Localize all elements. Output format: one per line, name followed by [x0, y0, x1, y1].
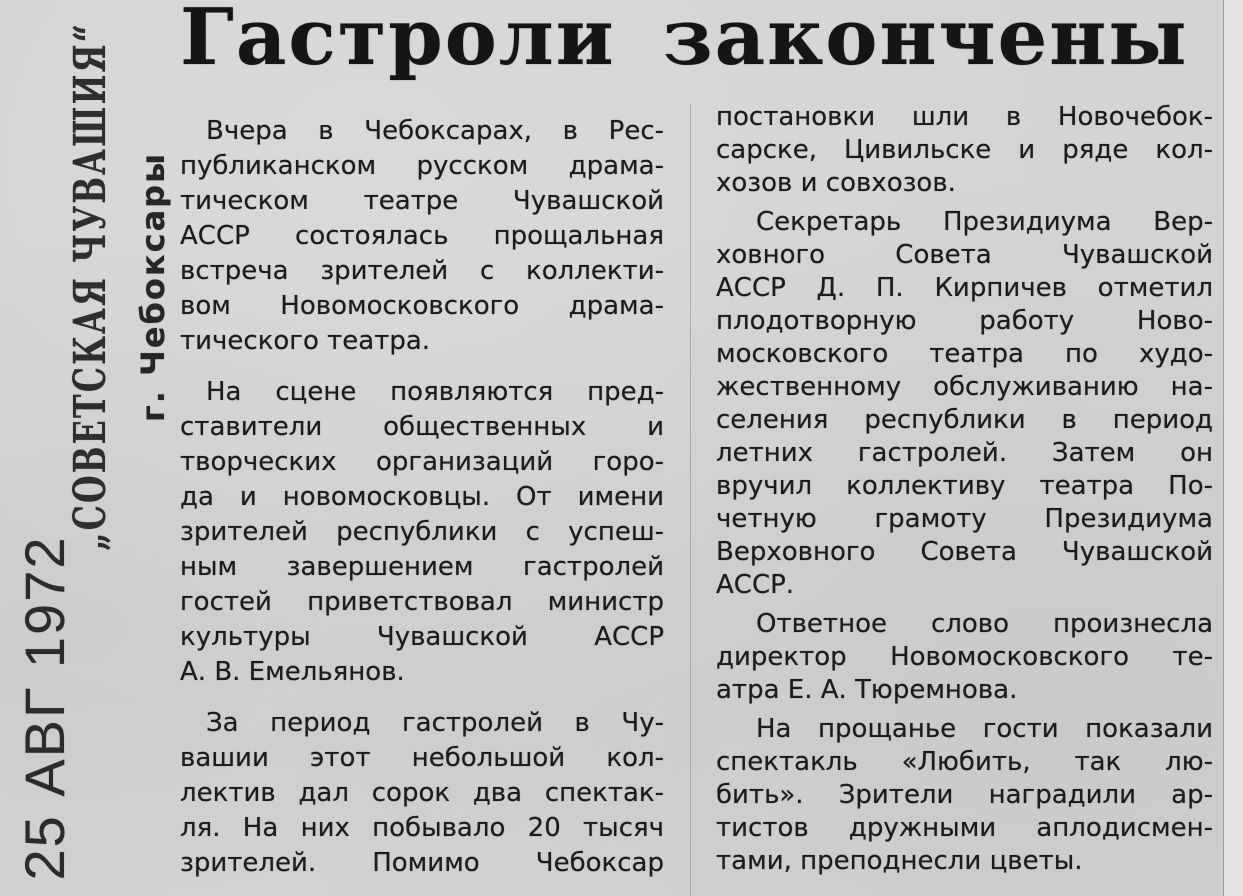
text-line: гостей приветствовал министр	[180, 587, 664, 617]
newspaper-name: „СОВЕТСКАЯ ЧУВАШИЯ“	[65, 21, 116, 551]
text-line: тического театра.	[180, 326, 431, 356]
text-line: Секретарь Президиума Вер-	[756, 207, 1213, 237]
text-line: публиканском русском драма-	[180, 151, 664, 181]
text-line: тами, преподнесли цветы.	[716, 846, 1083, 876]
text-line: На прощанье гости показали	[756, 714, 1213, 744]
article-column-right	[716, 101, 1213, 878]
text-line: ставители общественных и	[180, 412, 664, 442]
paragraph	[716, 713, 1213, 878]
paragraph	[180, 114, 664, 359]
text-line: АССР Д. П. Кирпичев отметил	[716, 273, 1213, 303]
paragraph	[716, 608, 1213, 707]
city-label: г. Чебоксары	[134, 151, 172, 423]
text-line: тистов дружными аплодисмен-	[716, 813, 1213, 843]
column-divider	[690, 104, 691, 896]
text-line: Вчера в Чебоксарах, в Рес-	[206, 116, 664, 146]
text-line: Верховного Совета Чувашской	[716, 537, 1213, 567]
clipping-edge	[1223, 0, 1243, 896]
paragraph	[716, 206, 1213, 602]
paragraph	[180, 375, 664, 690]
text-line: зрителей республики с успеш-	[180, 517, 664, 547]
text-line: хозов и совхозов.	[716, 168, 956, 198]
text-line: атра Е. А. Тюремнова.	[716, 675, 1018, 705]
text-line: АССР.	[716, 570, 795, 600]
paragraph	[180, 706, 664, 881]
text-line: А. В. Емельянов.	[180, 657, 405, 687]
text-line: вручил коллективу театра По-	[716, 471, 1213, 501]
text-line: творческих организаций горо-	[180, 447, 664, 477]
text-line: вашии этот небольшой кол-	[180, 743, 664, 773]
text-line: спектакль «Любить, так лю-	[716, 747, 1213, 777]
text-line: лектив дал сорок два спектак-	[180, 778, 664, 808]
date-stamp: 25 АВГ 1972	[13, 535, 76, 881]
text-line: да и новомосковцы. От имени	[180, 482, 664, 512]
text-line: сарске, Цивильске и ряде кол-	[716, 135, 1213, 165]
text-line: Ответное слово произнесла	[756, 609, 1213, 639]
text-line: тическом театре Чувашской	[180, 186, 664, 216]
paragraph	[716, 101, 1213, 200]
text-line: жественному обслуживанию на-	[716, 372, 1213, 402]
text-line: вом Новомосковского драма-	[180, 291, 664, 321]
text-line: культуры Чувашской АССР	[180, 622, 664, 652]
text-line: постановки шли в Новочебок-	[716, 102, 1213, 132]
text-line: За период гастролей в Чу-	[206, 708, 664, 738]
text-line: московского театра по худо-	[716, 339, 1213, 369]
text-line: На сцене появляются пред-	[206, 377, 664, 407]
text-line: ховного Совета Чувашской	[716, 240, 1213, 270]
text-line: бить». Зрители наградили ар-	[716, 780, 1213, 810]
text-line: селения республики в период	[716, 405, 1213, 435]
text-line: ным завершением гастролей	[180, 552, 664, 582]
text-line: плодотворную работу Ново-	[716, 306, 1213, 336]
text-line: встреча зрителей с коллекти-	[180, 256, 664, 286]
article-title: Гастроли закончены	[180, 0, 1189, 83]
text-line: летних гастролей. Затем он	[716, 438, 1213, 468]
text-line: зрителей. Помимо Чебоксар	[180, 848, 664, 878]
text-line: ля. На них побывало 20 тысяч	[180, 813, 664, 843]
text-line: директор Новомосковского те-	[716, 642, 1213, 672]
text-line: четную грамоту Президиума	[716, 504, 1213, 534]
text-line: АССР состоялась прощальная	[180, 221, 664, 251]
article-column-left	[180, 114, 664, 881]
